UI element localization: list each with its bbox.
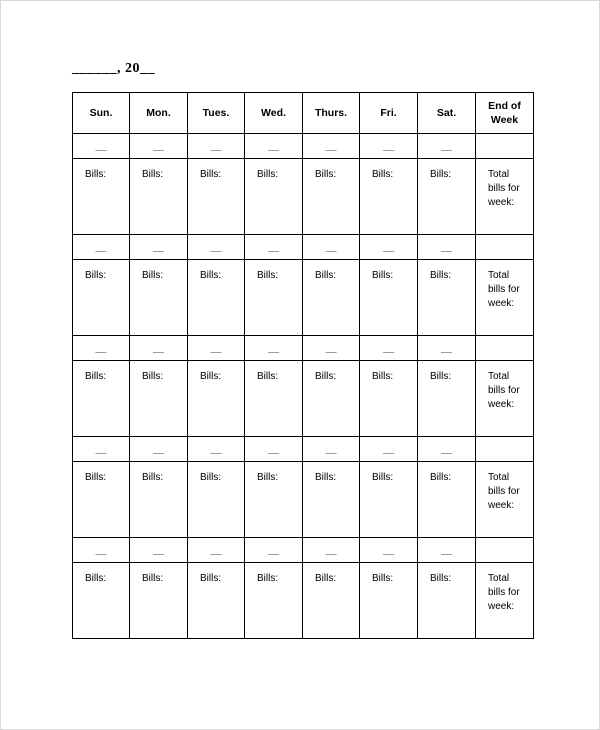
date-blank-cell[interactable]: __ [245,134,303,159]
date-blank-cell[interactable]: __ [188,538,245,563]
bills-label: Bills: [257,169,279,180]
date-blank-cell[interactable]: __ [303,437,360,462]
bills-label: Bills: [257,270,279,281]
bills-label: Bills: [430,169,452,180]
bills-cell[interactable] [418,361,476,437]
bills-label: Bills: [372,573,394,584]
week-total-cell[interactable] [476,159,534,235]
bills-cell[interactable] [73,260,130,336]
week-total-label: Total bills for week: [488,573,520,612]
date-blank-cell[interactable]: __ [360,134,418,159]
date-blank-cell[interactable]: __ [418,336,476,361]
date-blank-cell[interactable]: __ [188,336,245,361]
bills-label: Bills: [257,573,279,584]
week-total-cell[interactable] [476,361,534,437]
date-blank-cell[interactable]: __ [303,235,360,260]
bills-cell[interactable] [360,260,418,336]
date-blank-cell[interactable]: __ [130,437,188,462]
date-blank-cell[interactable]: __ [245,336,303,361]
bills-cell[interactable] [245,361,303,437]
date-blank-cell[interactable]: __ [188,437,245,462]
column-header-sun: Sun. [73,93,130,134]
column-header-sat: Sat. [418,93,476,134]
bills-row [73,563,534,639]
column-header-end-of-week: End of Week [476,93,534,134]
date-row [73,336,534,361]
bills-label: Bills: [142,169,164,180]
bills-cell[interactable] [418,159,476,235]
bills-label: Bills: [372,169,394,180]
bills-label: Bills: [315,371,337,382]
end-of-week-blank-cell [476,336,534,361]
bills-row [73,462,534,538]
bills-label: Bills: [372,270,394,281]
date-blank-cell[interactable]: __ [360,538,418,563]
bills-cell[interactable] [130,159,188,235]
bills-label: Bills: [430,472,452,483]
date-row [73,235,534,260]
date-blank-cell[interactable]: __ [245,538,303,563]
bills-cell[interactable] [73,462,130,538]
bills-label: Bills: [142,371,164,382]
bills-label: Bills: [200,573,222,584]
bills-label: Bills: [85,371,107,382]
bills-cell[interactable] [245,159,303,235]
bills-cell[interactable] [245,563,303,639]
bills-cell[interactable] [73,563,130,639]
bills-cell[interactable] [303,361,360,437]
bills-label: Bills: [257,371,279,382]
date-blank-cell[interactable]: __ [418,437,476,462]
date-blank-cell[interactable]: __ [418,134,476,159]
date-blank-cell[interactable]: __ [73,134,130,159]
end-of-week-blank-cell [476,134,534,159]
date-blank-cell[interactable]: __ [303,538,360,563]
bills-row [73,361,534,437]
date-row [73,437,534,462]
bills-cell[interactable] [130,462,188,538]
bills-row [73,159,534,235]
bills-cell[interactable] [303,563,360,639]
bills-label: Bills: [315,573,337,584]
bills-cell[interactable] [303,462,360,538]
week-total-cell[interactable] [476,260,534,336]
bills-label: Bills: [142,472,164,483]
column-header-tues: Tues. [188,93,245,134]
bills-label: Bills: [142,270,164,281]
bills-cell[interactable] [130,361,188,437]
date-blank-cell[interactable]: __ [188,235,245,260]
week-total-label: Total bills for week: [488,371,520,410]
week-total-label: Total bills for week: [488,472,520,511]
column-header-thurs: Thurs. [303,93,360,134]
bills-cell[interactable] [73,361,130,437]
bills-cell[interactable] [188,260,245,336]
end-of-week-blank-cell [476,235,534,260]
bills-cell[interactable] [245,462,303,538]
bills-cell[interactable] [188,462,245,538]
bills-label: Bills: [430,371,452,382]
date-blank-cell[interactable]: __ [360,437,418,462]
date-blank-cell[interactable]: __ [418,538,476,563]
column-header-mon: Mon. [130,93,188,134]
date-blank-cell[interactable]: __ [130,336,188,361]
bills-cell[interactable] [418,260,476,336]
date-blank-cell[interactable]: __ [73,336,130,361]
bills-label: Bills: [372,371,394,382]
date-blank-cell[interactable]: __ [360,235,418,260]
bills-cell[interactable] [130,260,188,336]
bills-label: Bills: [430,270,452,281]
date-blank-cell[interactable]: __ [245,235,303,260]
date-line: ______, 20__ [72,61,155,76]
date-blank-cell[interactable]: __ [303,134,360,159]
bills-label: Bills: [430,573,452,584]
bills-label: Bills: [85,169,107,180]
bills-cell[interactable] [188,159,245,235]
bills-cell[interactable] [418,462,476,538]
bills-cell[interactable] [130,563,188,639]
end-of-week-blank-cell [476,437,534,462]
column-header-wed: Wed. [245,93,303,134]
date-blank-cell[interactable]: __ [303,336,360,361]
bills-cell[interactable] [73,159,130,235]
bills-row [73,260,534,336]
bills-label: Bills: [200,472,222,483]
date-row [73,134,534,159]
bills-cell[interactable] [303,159,360,235]
bills-cell[interactable] [360,563,418,639]
end-of-week-blank-cell [476,538,534,563]
date-blank-cell[interactable]: __ [73,437,130,462]
bills-label: Bills: [85,573,107,584]
week-total-cell[interactable] [476,462,534,538]
date-blank-cell[interactable]: __ [188,134,245,159]
bills-cell[interactable] [245,260,303,336]
bills-label: Bills: [142,573,164,584]
date-row [73,538,534,563]
bills-label: Bills: [200,169,222,180]
date-blank-cell[interactable]: __ [73,538,130,563]
bills-label: Bills: [85,270,107,281]
bills-label: Bills: [85,472,107,483]
weekly-bills-table [72,92,534,639]
bills-label: Bills: [315,169,337,180]
date-blank-cell[interactable]: __ [360,336,418,361]
bills-cell[interactable] [360,159,418,235]
date-blank-cell[interactable]: __ [130,134,188,159]
header-row [73,93,534,134]
bills-cell[interactable] [303,260,360,336]
bills-cell[interactable] [188,563,245,639]
bills-label: Bills: [315,472,337,483]
bills-cell[interactable] [360,462,418,538]
bills-label: Bills: [257,472,279,483]
date-blank-cell[interactable]: __ [130,235,188,260]
bills-cell[interactable] [188,361,245,437]
bills-label: Bills: [200,371,222,382]
date-blank-cell[interactable]: __ [245,437,303,462]
bills-label: Bills: [200,270,222,281]
bills-cell[interactable] [418,563,476,639]
week-total-label: Total bills for week: [488,270,520,309]
bills-label: Bills: [372,472,394,483]
week-total-label: Total bills for week: [488,169,520,208]
bills-cell[interactable] [360,361,418,437]
bills-label: Bills: [315,270,337,281]
date-blank-cell[interactable]: __ [73,235,130,260]
date-blank-cell[interactable]: __ [130,538,188,563]
week-total-cell[interactable] [476,563,534,639]
column-header-fri: Fri. [360,93,418,134]
date-blank-cell[interactable]: __ [418,235,476,260]
